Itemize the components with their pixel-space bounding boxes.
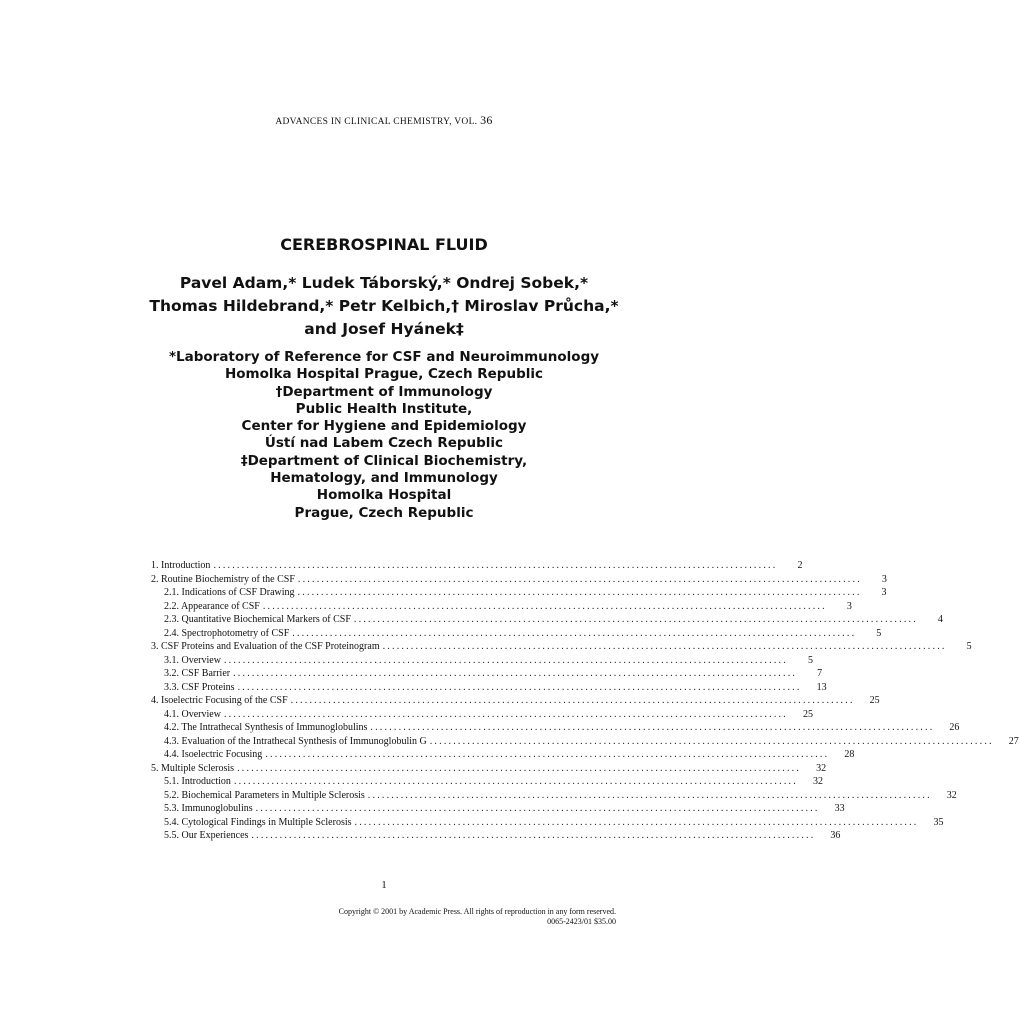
toc-entry[interactable] [151, 613, 943, 627]
toc-entry-page: 5 [876, 627, 882, 639]
toc-entry[interactable] [151, 573, 887, 587]
toc-entry[interactable] [151, 829, 841, 843]
toc-entry[interactable] [151, 816, 944, 830]
toc-leader: ........................................................................................................................ [237, 681, 802, 693]
toc-entry-title: 4.4. Isoelectric Focusing [164, 749, 263, 760]
toc-entry-title: 2.4. Spectrophotometry of CSF [164, 627, 290, 639]
toc-entry-page: 35 [933, 816, 944, 828]
toc-entry-title: 3.3. CSF Proteins [164, 681, 235, 693]
toc-entry-title: 2.2. Appearance of CSF [164, 600, 260, 612]
toc-entry-title: 4.2. The Intrathecal Synthesis of Immunoglobulins [164, 722, 368, 733]
toc-leader: ........................................................................................................................ [223, 708, 788, 720]
copyright-line: Copyright © 2001 by Academic Press. All rights of reproduction in any form reserved. [338, 907, 616, 916]
copyright-notice [339, 907, 616, 927]
toc-entry-page: 4 [937, 614, 943, 625]
toc-entry-page: 7 [817, 668, 823, 679]
toc-entry[interactable] [151, 735, 1019, 749]
toc-leader: ........................................................................................................................ [367, 789, 932, 801]
toc-entry-title: 5.5. Our Experiences [164, 830, 249, 841]
toc-entry-title: 4. Isoelectric Focusing of the CSF [151, 695, 288, 706]
toc-leader: ........................................................................................................................ [262, 600, 827, 612]
toc-entry[interactable] [151, 775, 823, 789]
toc-entry-page: 3 [881, 573, 887, 585]
toc-entry-page: 5 [966, 641, 972, 652]
toc-entry-page: 32 [946, 789, 957, 801]
toc-entry[interactable] [151, 559, 803, 573]
toc-entry[interactable] [151, 802, 845, 816]
toc-entry[interactable] [151, 681, 827, 695]
toc-entry-page: 26 [949, 722, 960, 733]
toc-entry-title: 4.3. Evaluation of the Intrathecal Synthesis of Immunoglobulin G [164, 735, 427, 747]
page-number: 1 [381, 879, 387, 891]
toc-entry[interactable] [151, 762, 827, 776]
toc-leader: ........................................................................................................................ [297, 587, 862, 598]
affiliation-line: Public Health Institute, [295, 400, 473, 417]
toc-entry-title: 2.1. Indications of CSF Drawing [164, 587, 295, 598]
toc-entry-page: 33 [834, 803, 845, 814]
toc-entry-title: 3.1. Overview [164, 654, 221, 666]
toc-entry-title: 4.1. Overview [164, 708, 221, 720]
affiliation-line: Hematology, and Immunology [270, 470, 498, 487]
affiliation-line: Center for Hygiene and Epidemiology [241, 418, 527, 435]
toc-leader: ........................................................................................................................ [297, 573, 862, 585]
toc-entry-page: 32 [816, 762, 827, 774]
toc-entry[interactable] [151, 600, 852, 614]
series-title: ADVANCES IN CLINICAL CHEMISTRY, VOL. [275, 117, 478, 127]
toc-entry[interactable] [151, 654, 813, 668]
affiliation-line: Homolka Hospital Prague, Czech Republic [224, 366, 544, 383]
toc-entry-page: 3 [881, 587, 887, 598]
toc-entry[interactable] [151, 667, 823, 681]
toc-entry-page: 36 [830, 830, 841, 841]
toc-entry[interactable] [151, 586, 887, 600]
toc-leader: ........................................................................................................................ [354, 816, 919, 828]
affiliation-line: *Laboratory of Reference for CSF and Neuroimmunology [168, 349, 600, 365]
toc-leader: ........................................................................................................................ [251, 830, 816, 841]
issn-price-line: 0065-2423/01 $35.00 [547, 917, 616, 926]
toc-entry-page: 13 [816, 681, 827, 693]
toc-leader: ........................................................................................................................ [213, 560, 778, 571]
article-title: CEREBROSPINAL FLUID [280, 235, 488, 254]
toc-leader: ........................................................................................................................ [237, 762, 802, 774]
toc-leader: ........................................................................................................................ [429, 735, 994, 747]
toc-entry[interactable] [151, 708, 813, 722]
running-head [0, 113, 768, 128]
toc-entry-title: 5.3. Immunoglobulins [164, 803, 253, 814]
toc-entry-page: 25 [802, 708, 813, 720]
toc-leader: ........................................................................................................................ [233, 776, 798, 787]
toc-entry-title: 3.2. CSF Barrier [164, 668, 231, 679]
toc-leader: ........................................................................................................................ [290, 695, 855, 706]
author-list [0, 272, 768, 341]
toc-leader: ........................................................................................................................ [265, 749, 830, 760]
affiliation-line: Ústí nad Labem Czech Republic [264, 435, 504, 452]
toc-entry-title: 3. CSF Proteins and Evaluation of the CSF Proteinogram [151, 641, 380, 652]
author-line: and Josef Hyánek‡ [304, 320, 464, 338]
volume-number: 36 [480, 113, 493, 127]
toc-entry-page: 28 [844, 749, 855, 760]
toc-leader: ........................................................................................................................ [233, 668, 798, 679]
toc-entry[interactable] [151, 640, 972, 654]
toc-leader: ........................................................................................................................ [353, 614, 918, 625]
toc-entry-page: 32 [812, 776, 823, 787]
toc-entry-page: 2 [797, 560, 803, 571]
table-of-contents [151, 559, 1019, 843]
toc-leader: ........................................................................................................................ [223, 654, 788, 666]
toc-leader: ........................................................................................................................ [370, 722, 935, 733]
toc-entry[interactable] [151, 627, 882, 641]
affiliation-line: †Department of Immunology [275, 383, 493, 400]
affiliation-line: Homolka Hospital [316, 487, 452, 504]
toc-entry[interactable] [151, 694, 880, 708]
toc-entry-title: 5.1. Introduction [164, 776, 231, 787]
toc-entry-title: 1. Introduction [151, 560, 211, 571]
toc-entry-page: 3 [846, 600, 852, 612]
toc-entry-title: 2.3. Quantitative Biochemical Markers of CSF [164, 614, 351, 625]
affiliation-line: Prague, Czech Republic [294, 504, 474, 521]
toc-entry-title: 5. Multiple Sclerosis [151, 762, 235, 774]
toc-entry[interactable] [151, 789, 957, 803]
affiliations [0, 349, 768, 522]
author-line: Thomas Hildebrand,* Petr Kelbich,† Miroslav Průcha,* [149, 297, 619, 315]
toc-entry-page: 25 [869, 695, 880, 706]
author-line: Pavel Adam,* Ludek Táborský,* Ondrej Sobek,* [179, 274, 589, 292]
toc-entry-page: 27 [1008, 735, 1019, 747]
toc-entry-title: 5.4. Cytological Findings in Multiple Sclerosis [164, 816, 352, 828]
toc-entry[interactable] [151, 721, 960, 735]
toc-entry-title: 2. Routine Biochemistry of the CSF [151, 573, 295, 585]
toc-entry-title: 5.2. Biochemical Parameters in Multiple Sclerosis [164, 789, 365, 801]
toc-entry[interactable] [151, 748, 855, 762]
toc-leader: ........................................................................................................................ [292, 627, 857, 639]
toc-leader: ........................................................................................................................ [255, 803, 820, 814]
toc-entry-page: 5 [807, 654, 813, 666]
toc-leader: ........................................................................................................................ [382, 641, 947, 652]
affiliation-line: ‡Department of Clinical Biochemistry, [240, 452, 528, 469]
